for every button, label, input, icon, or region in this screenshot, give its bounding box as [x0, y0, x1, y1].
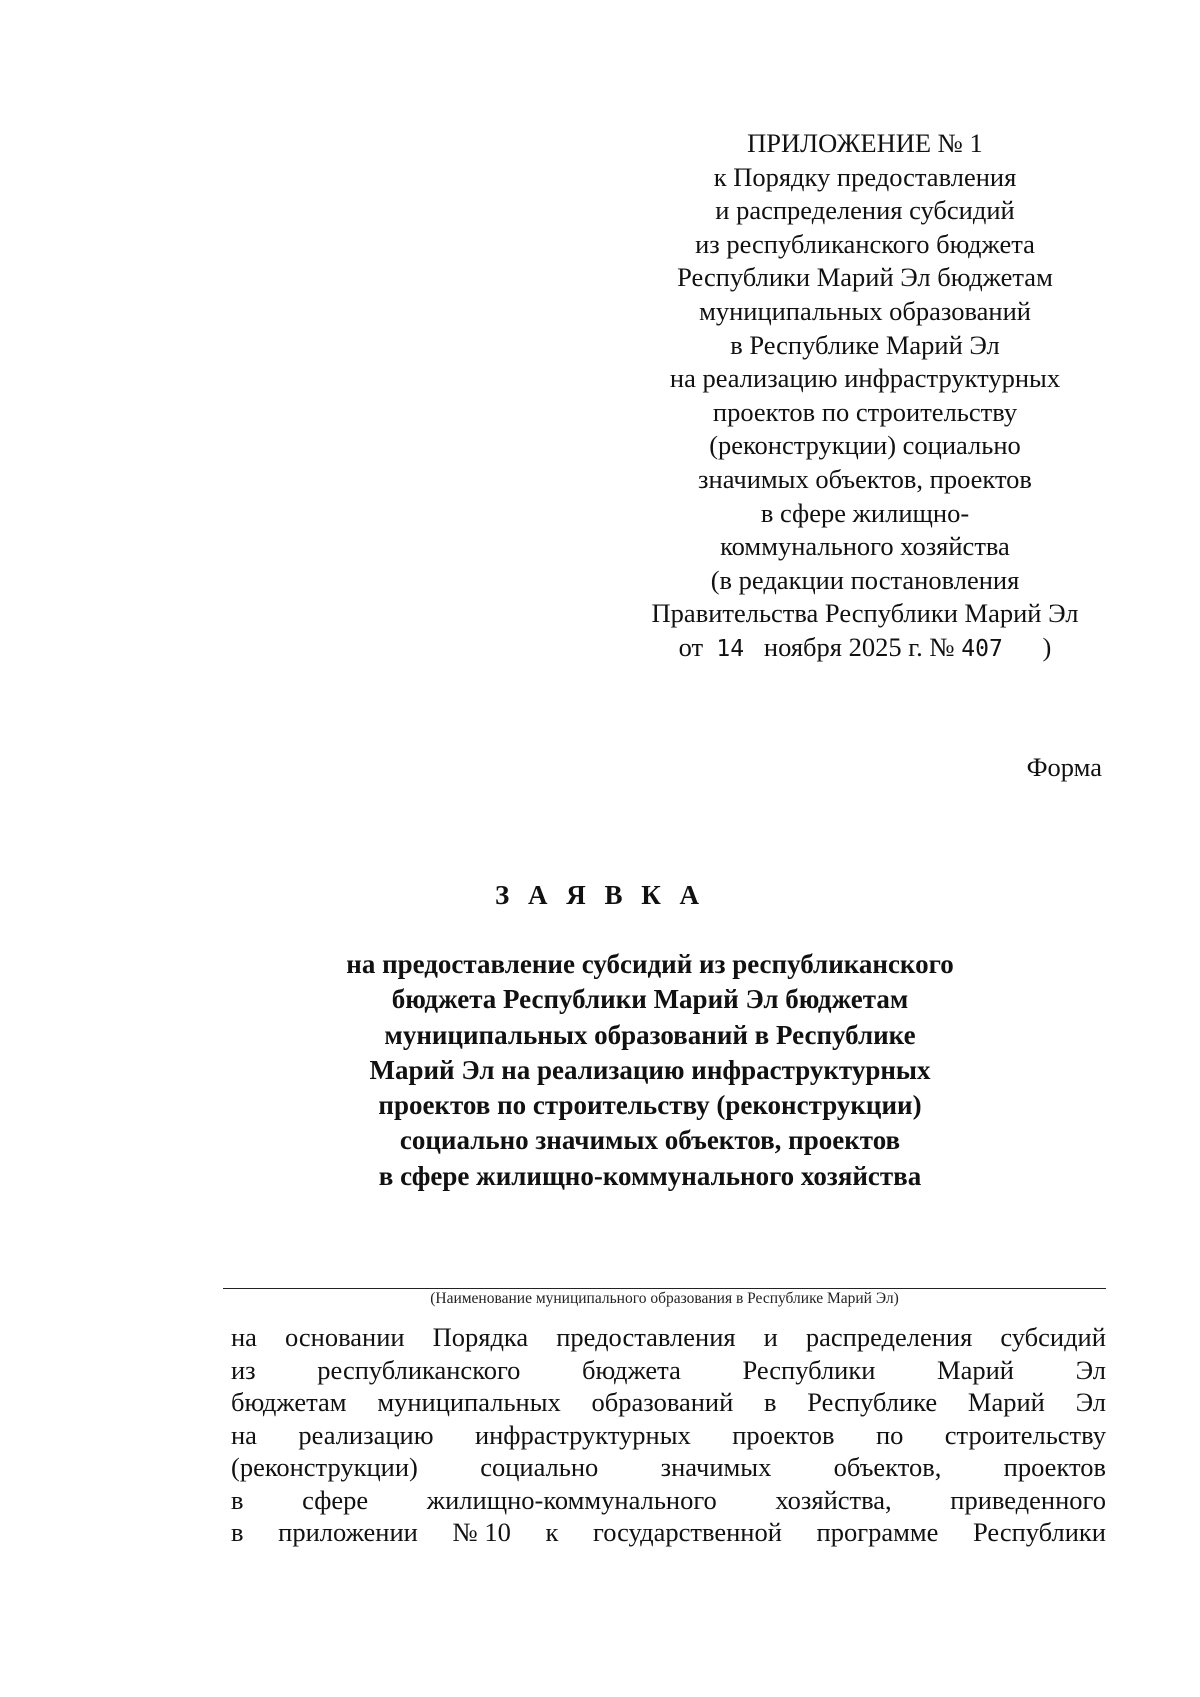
body-word: на — [231, 1322, 257, 1352]
appendix-line: в сфере жилищно- — [760, 497, 970, 528]
body-line — [231, 1321, 1106, 1354]
body-line — [231, 1354, 1106, 1387]
application-title: З А Я В К А — [494, 880, 706, 910]
body-word: хозяйства, — [775, 1484, 892, 1515]
body-word: по — [875, 1419, 904, 1450]
body-word: Республики — [742, 1354, 876, 1385]
date-close-paren: ) — [1042, 631, 1052, 662]
date-day: 14 — [716, 635, 745, 662]
appendix-header — [630, 127, 1100, 667]
body-word: бюджетам — [231, 1387, 347, 1417]
body-word: строительству — [944, 1419, 1106, 1450]
subtitle-line: в сфере жилищно-коммунального хозяйства — [378, 1160, 922, 1191]
body-word: № 10 — [452, 1517, 511, 1547]
body-word: Эл — [1075, 1354, 1106, 1385]
body-line — [231, 1419, 1106, 1452]
body-word: бюджета — [582, 1354, 681, 1385]
body-word: в — [231, 1484, 244, 1515]
appendix-line: и распределения субсидий — [715, 195, 1015, 226]
body-word: Марий — [967, 1387, 1045, 1417]
body-word: (реконструкции) — [231, 1452, 418, 1482]
subtitle-line: проектов по строительству (реконструкции) — [378, 1090, 922, 1121]
body-paragraph — [231, 1321, 1106, 1549]
body-word: предоставления — [556, 1322, 736, 1352]
body-word: в — [764, 1387, 777, 1417]
body-word: образований — [591, 1387, 734, 1417]
body-word: и — [763, 1322, 778, 1352]
appendix-line: коммунального хозяйства — [720, 531, 1010, 562]
body-word: Республике — [807, 1387, 938, 1417]
municipality-fill-line[interactable] — [223, 1288, 1106, 1289]
appendix-line: муниципальных образований — [699, 295, 1031, 326]
subtitle-line: Марий Эл на реализацию инфраструктурных — [369, 1054, 931, 1085]
application-subtitle — [300, 947, 1000, 1194]
appendix-line: проектов по строительству — [712, 396, 1018, 427]
appendix-line: значимых объектов, проектов — [698, 463, 1032, 494]
body-word: из — [231, 1354, 256, 1385]
date-prefix: от — [678, 631, 704, 662]
body-line — [231, 1516, 1106, 1549]
appendix-line: Республики Марий Эл бюджетам — [677, 262, 1053, 293]
appendix-line: на реализацию инфраструктурных — [669, 363, 1061, 394]
body-word: программе — [816, 1517, 939, 1547]
date-month-year: ноября 2025 г. № — [763, 631, 955, 662]
appendix-line: из республиканского бюджета — [695, 228, 1035, 259]
body-word: республиканского — [317, 1354, 521, 1385]
body-word: государственной — [593, 1517, 782, 1547]
body-word: инфраструктурных — [474, 1419, 691, 1450]
resolution-date-line — [630, 631, 1100, 667]
body-word: реализацию — [298, 1419, 434, 1450]
appendix-line: ПРИЛОЖЕНИЕ № 1 — [747, 128, 983, 158]
body-word: в — [231, 1517, 244, 1547]
subtitle-line: социально значимых объектов, проектов — [399, 1125, 901, 1156]
body-word: основании — [285, 1322, 405, 1352]
municipality-fill-caption: (Наименование муниципального образования в Республике Марий Эл) — [430, 1290, 899, 1307]
subtitle-line: бюджета Республики Марий Эл бюджетам — [391, 984, 909, 1015]
body-word: Марий — [937, 1354, 1014, 1385]
body-line — [231, 1386, 1106, 1419]
subtitle-line: на предоставление субсидий из республиканского — [346, 949, 954, 979]
body-word: социально — [480, 1452, 599, 1482]
appendix-line: (в редакции постановления — [710, 564, 1020, 595]
appendix-line: Правительства Республики Марий Эл — [651, 598, 1079, 629]
body-word: приложении — [278, 1517, 418, 1547]
appendix-line: (реконструкции) социально — [709, 430, 1021, 461]
body-word: жилищно-коммунального — [426, 1484, 717, 1515]
body-word: объектов, — [833, 1452, 942, 1482]
appendix-line: к Порядку предоставления — [713, 161, 1017, 192]
body-word: субсидий — [1000, 1322, 1106, 1352]
body-word: распределения — [805, 1322, 973, 1352]
body-word: Республики — [973, 1517, 1106, 1547]
body-line — [231, 1484, 1106, 1517]
subtitle-line: муниципальных образований в Республике — [384, 1019, 916, 1050]
appendix-line: в Республике Марий Эл — [730, 329, 1000, 360]
resolution-number: 407 — [961, 635, 1003, 662]
body-word: к — [545, 1517, 559, 1547]
body-word: значимых — [660, 1452, 772, 1482]
body-line — [231, 1451, 1106, 1484]
body-word: проектов — [732, 1419, 835, 1450]
body-word: приведенного — [950, 1484, 1106, 1515]
form-label: Форма — [1026, 752, 1102, 782]
body-word: проектов — [1003, 1452, 1106, 1482]
body-word: Порядка — [432, 1322, 529, 1352]
body-word: муниципальных — [377, 1387, 561, 1417]
body-word: сфере — [302, 1484, 369, 1515]
body-word: Эл — [1075, 1387, 1106, 1417]
body-word: на — [231, 1419, 257, 1450]
